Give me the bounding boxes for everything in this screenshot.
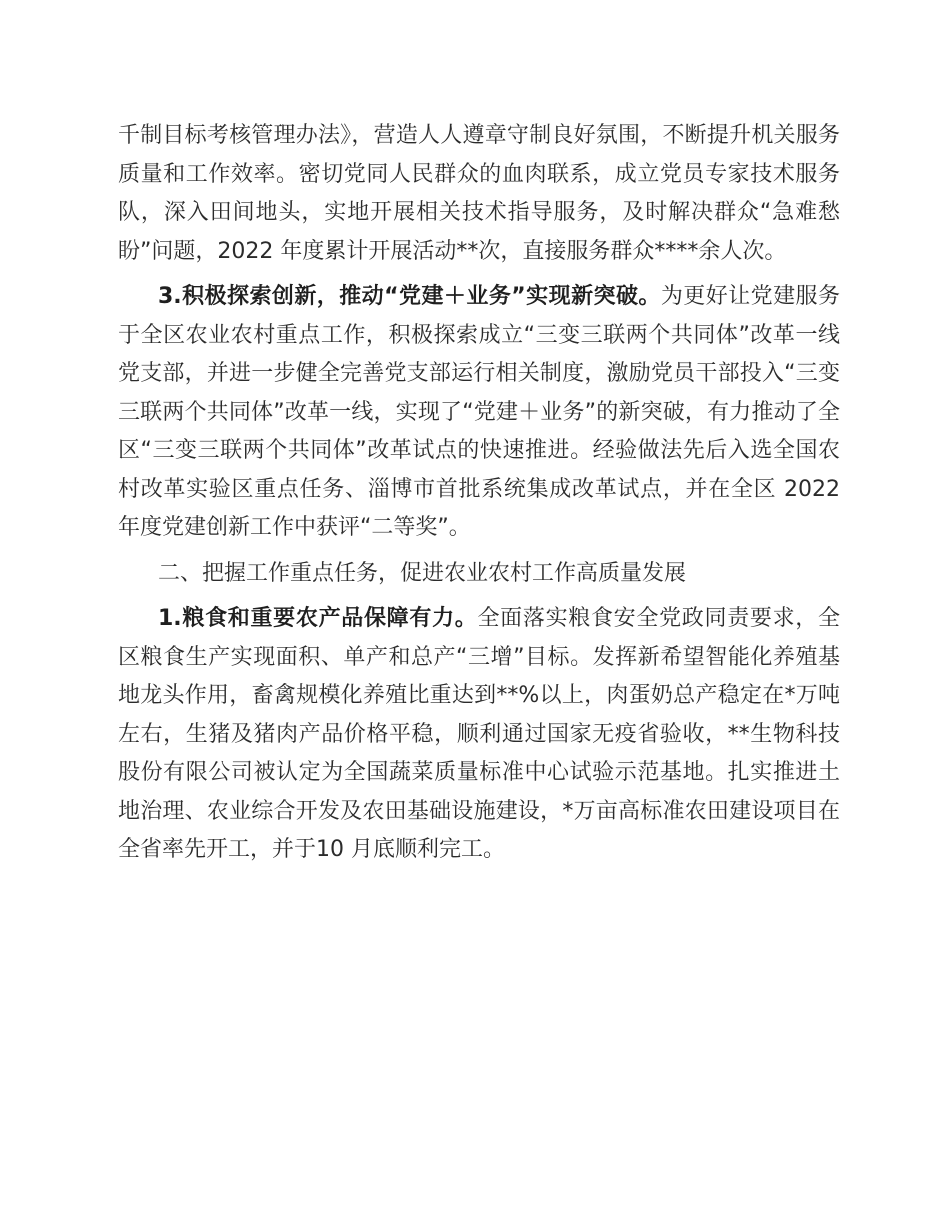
section-heading-text: 二、把握工作重点任务，促进农业农村工作高质量发展 xyxy=(158,560,687,586)
paragraph-text: 全面落实粮食安全党政同责要求，全区粮食生产实现面积、单产和总产“三增”目标。发挥新希望智能化养殖基地龙头作用，畜禽规模化养殖比重达到**%以上，肉蛋奶总产稳定在*万吨左右，生猪及猪肉产品价格平稳，顺利通过国家无疫省验收，**生物科技股份有限公司被认定为全国蔬菜质量标准中心试验示范基地。扎实推进土地治理、农业综合开发及农田基础设施建设，*万亩高标准农田建设项目在全省率先开工，并于10 月底顺利完工。 xyxy=(118,606,840,862)
paragraph-lead-heading: 3.积极探索创新，推动“党建＋业务”实现新突破。 xyxy=(158,284,661,309)
paragraph-text: 为更好让党建服务于全区农业农村重点工作，积极探索成立“三变三联两个共同体”改革一线党支部，并进一步健全完善党支部运行相关制度，激励党员干部投入“三变三联两个共同体”改革一线，实现了“党建＋业务”的新突破，有力推动了全区“三变三联两个共同体”改革试点的快速推进。经验做法先后入选全国农村改革实验区重点任务、淄博市首批系统集成改革试点，并在全区 2022 年度党建创新工作中获评“二等奖”。 xyxy=(118,284,840,540)
section-heading xyxy=(118,555,840,594)
paragraph-lead-heading: 1.粮食和重要农产品保障有力。 xyxy=(158,606,478,631)
paragraph-party-building-innovation xyxy=(118,278,840,548)
paragraph-continuation xyxy=(118,117,840,271)
paragraph-food-security xyxy=(118,600,840,870)
document-page xyxy=(118,117,840,877)
paragraph-text: 千制目标考核管理办法》，营造人人遵章守制良好氛围，不断提升机关服务质量和工作效率。密切党同人民群众的血肉联系，成立党员专家技术服务队，深入田间地头，实地开展相关技术指导服务，及时解决群众“急难愁盼”问题，2022 年度累计开展活动**次，直接服务群众****余人次。 xyxy=(118,123,840,264)
